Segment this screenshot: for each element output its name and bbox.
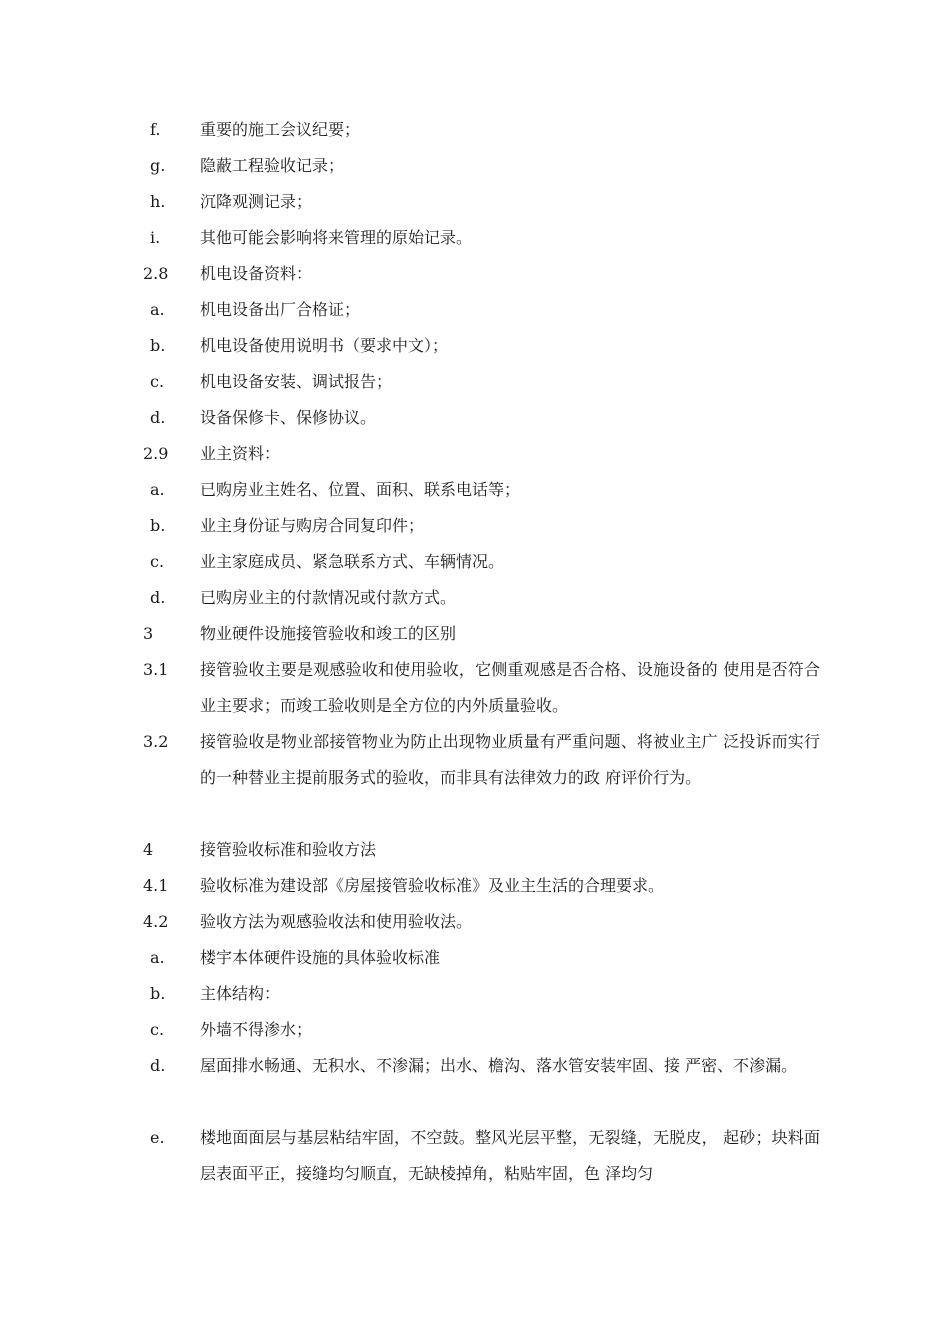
item-label: a. <box>150 480 165 499</box>
item-label: a. <box>150 300 165 319</box>
section-number: 3.1 <box>143 660 169 679</box>
paragraph-text: 接管验收是物业部接管物业为防止出现物业质量有严重问题、将被业主广 泛投诉而实行的一种替业主提前服务式的验收，而非具有法律效力的政 府评价行为。 <box>200 732 820 787</box>
section-number: 3.2 <box>143 732 169 751</box>
item-text: 设备保修卡、保修协议。 <box>200 408 377 427</box>
item-label: c. <box>150 372 165 391</box>
section-number: 3 <box>143 624 154 643</box>
section-number: 4.2 <box>143 912 169 931</box>
paragraph-text: 验收标准为建设部《房屋接管验收标准》及业主生活的合理要求。 <box>200 876 665 895</box>
section-title: 业主资料： <box>200 444 281 463</box>
item-text: 重要的施工会议纪要； <box>200 120 361 139</box>
item-label: d. <box>150 588 166 607</box>
item-text: 沉降观测记录； <box>200 192 313 211</box>
item-text: 其他可能会影响将来管理的原始记录。 <box>200 228 473 247</box>
item-label: a. <box>150 948 165 967</box>
item-text: 机电设备使用说明书（要求中文）； <box>200 336 449 355</box>
item-text: 业主家庭成员、紧急联系方式、车辆情况。 <box>200 552 505 571</box>
item-text: 楼宇本体硬件设施的具体验收标准 <box>200 948 441 967</box>
item-text: 主体结构： <box>200 984 281 1003</box>
item-label: h. <box>150 192 166 211</box>
item-text: 已购房业主姓名、位置、面积、联系电话等； <box>200 480 521 499</box>
item-label: c. <box>150 1020 165 1039</box>
item-text: 机电设备出厂合格证； <box>200 300 361 319</box>
section-title: 接管验收标准和验收方法 <box>200 840 377 859</box>
section-number: 2.8 <box>143 264 169 283</box>
section-title: 机电设备资料： <box>200 264 313 283</box>
item-label: c. <box>150 552 165 571</box>
item-label: e. <box>150 1128 165 1147</box>
paragraph-text: 接管验收主要是观感验收和使用验收，它侧重观感是否合格、设施设备的 使用是否符合业主要求；而竣工验收则是全方位的内外质量验收。 <box>200 660 820 715</box>
item-text: 隐蔽工程验收记录； <box>200 156 345 175</box>
item-label: b. <box>150 516 166 535</box>
section-number: 4.1 <box>143 876 169 895</box>
item-text: 机电设备安装、调试报告； <box>200 372 393 391</box>
item-text: 屋面排水畅通、无积水、不渗漏；出水、檐沟、落水管安装牢固、接 严密、不渗漏。 <box>200 1056 798 1075</box>
item-text: 楼地面面层与基层粘结牢固，不空鼓。整风光层平整，无裂缝，无脱皮， 起砂；块料面层表面平正，接缝均匀顺直，无缺棱掉角，粘贴牢固，色 泽均匀 <box>200 1128 820 1183</box>
section-number: 4 <box>143 840 154 859</box>
item-label: b. <box>150 984 166 1003</box>
item-label: d. <box>150 408 166 427</box>
item-label: f. <box>150 120 161 139</box>
item-label: d. <box>150 1056 166 1075</box>
paragraph-text: 验收方法为观感验收法和使用验收法。 <box>200 912 473 931</box>
item-text: 业主身份证与购房合同复印件； <box>200 516 425 535</box>
section-number: 2.9 <box>143 444 169 463</box>
item-label: i. <box>150 228 161 247</box>
section-title: 物业硬件设施接管验收和竣工的区别 <box>200 624 457 643</box>
item-text: 已购房业主的付款情况或付款方式。 <box>200 588 457 607</box>
item-label: b. <box>150 336 166 355</box>
item-label: g. <box>150 156 166 175</box>
item-text: 外墙不得渗水； <box>200 1020 313 1039</box>
